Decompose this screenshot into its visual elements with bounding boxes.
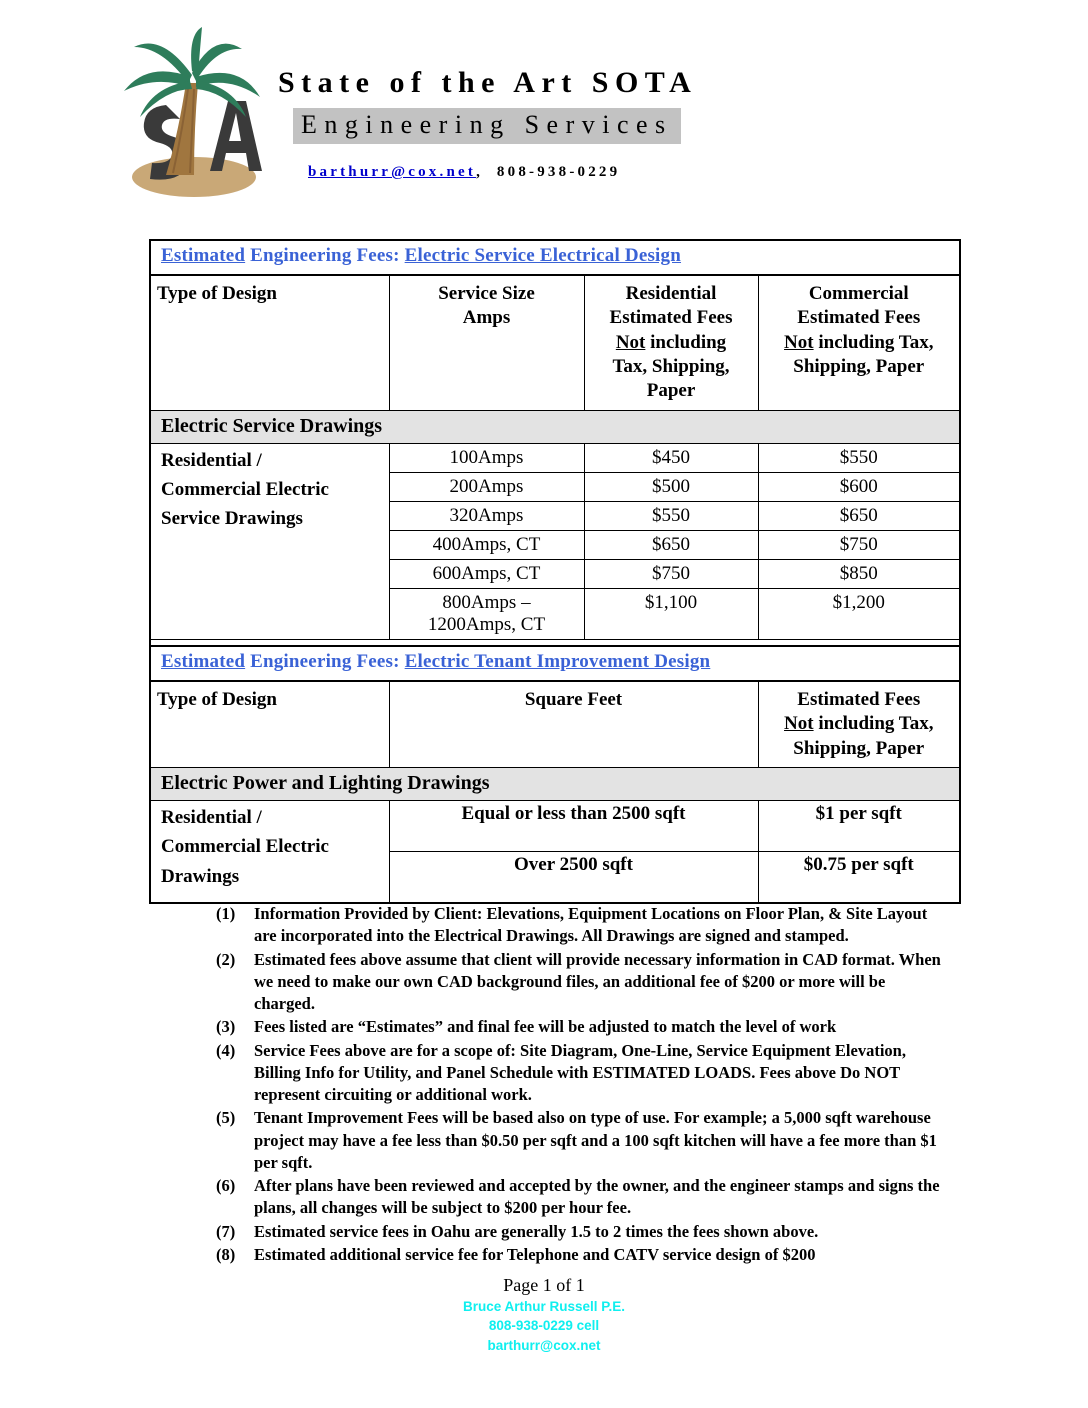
note-number: (1) — [216, 904, 236, 923]
tenant-improvement-title — [150, 646, 960, 681]
row-label-line3: Drawings — [161, 865, 240, 887]
header-service-size-line2: Amps — [462, 307, 511, 329]
row-label-residential-commercial-service — [150, 443, 389, 639]
list-item — [216, 1175, 944, 1220]
cell-service-size: 400Amps, CT — [389, 530, 584, 559]
header-estimated-fees-line1: Estimated Fees — [797, 689, 921, 710]
header-residential-fees — [584, 275, 758, 410]
header-commercial-line4: Shipping, Paper — [793, 355, 925, 377]
cell-commercial-fee: $650 — [758, 501, 960, 530]
table-title-row — [150, 240, 960, 275]
header-commercial-including: including Tax, — [813, 331, 934, 353]
cell-commercial-fee: $850 — [758, 559, 960, 588]
list-item — [216, 1244, 944, 1266]
cell-residential-fee: $450 — [584, 443, 758, 472]
cell-residential-fee: $750 — [584, 559, 758, 588]
header-commercial-line1: Commercial — [808, 283, 909, 304]
title-subject-words: Electric Service Electrical Design — [404, 245, 682, 266]
row-label-line1: Residential / — [161, 449, 262, 471]
note-text: Tenant Improvement Fees will be based also on type of use. For example; a 5,000 sqft warehouse project may have a fee less than $0.50 per sqft and a 100 sqft kitchen will have a fee more than $1 per sqft. — [254, 1108, 937, 1172]
footer-contact-name: Bruce Arthur Russell P.E. — [462, 1298, 626, 1314]
row-label-residential-commercial-drawings — [150, 800, 389, 903]
cell-residential-fee: $1,100 — [584, 588, 758, 639]
title-subject-words: Electric Tenant Improvement Design — [404, 651, 711, 672]
table-row — [150, 800, 960, 851]
title-estimated-word: Estimated — [161, 245, 246, 266]
header-phone: 808-938-0229 — [496, 164, 621, 180]
note-number: (7) — [216, 1221, 236, 1241]
row-label-line1: Residential / — [161, 806, 262, 828]
note-text: Fees listed are “Estimates” and final fee will be adjusted to match the level of work — [254, 1017, 837, 1037]
header-residential-line5: Paper — [646, 380, 696, 402]
cell-service-size — [389, 588, 584, 639]
header-residential-line4: Tax, Shipping, — [612, 355, 730, 377]
company-subtitle-wrap — [293, 108, 681, 144]
list-item — [216, 1016, 944, 1038]
cell-fee: $0.75 per sqft — [758, 851, 960, 903]
header-estimated-fees-line3: Shipping, Paper — [793, 737, 925, 759]
header-email-separator: , — [476, 164, 484, 180]
company-subtitle: Engineering Services — [293, 108, 681, 144]
header-commercial-line2: Estimated Fees — [797, 307, 921, 329]
note-text: Estimated additional service fee for Telephone and CATV service design of $200 — [254, 1244, 816, 1264]
document-footer — [0, 1274, 1088, 1355]
cell-service-size-line2: 1200Amps, CT — [427, 613, 546, 635]
footer-contact-email: barthurr@cox.net — [487, 1337, 601, 1353]
header-estimated-fees-not: Not — [784, 713, 814, 735]
row-label-line2: Commercial Electric — [161, 479, 329, 500]
notes-list — [216, 903, 944, 1267]
section-band-electric-service-drawings — [150, 410, 960, 443]
header-residential-not: Not — [615, 331, 646, 353]
note-text: Estimated fees above assume that client will provide necessary information in CAD format. When we need to make our own CAD background files, an additional fee of $200 or more will be charged. — [254, 949, 941, 1014]
row-label-line3: Service Drawings — [161, 508, 303, 530]
list-item — [216, 903, 944, 948]
cell-residential-fee: $550 — [584, 501, 758, 530]
note-number: (5) — [216, 1108, 236, 1128]
note-number: (6) — [216, 1176, 236, 1196]
header-type-of-design: Type of Design — [150, 275, 389, 410]
cell-square-feet: Over 2500 sqft — [389, 851, 758, 903]
note-text: Estimated service fees in Oahu are generally 1.5 to 2 times the fees shown above. — [254, 1221, 819, 1241]
cell-residential-fee: $650 — [584, 530, 758, 559]
cell-residential-fee: $500 — [584, 472, 758, 501]
tenant-improvement-fee-table — [149, 645, 961, 904]
header-contact-line — [308, 164, 620, 181]
list-item — [216, 949, 944, 1016]
cell-square-feet: Equal or less than 2500 sqft — [389, 800, 758, 851]
header-residential-line2: Estimated Fees — [609, 307, 733, 329]
company-name: State of the Art SOTA — [278, 66, 698, 99]
table-header-row — [150, 275, 960, 410]
electric-service-title — [150, 240, 960, 275]
section-band-power-lighting-drawings — [150, 767, 960, 800]
cell-service-size: 320Amps — [389, 501, 584, 530]
header-service-size-line1: Service Size — [438, 283, 535, 304]
list-item — [216, 1040, 944, 1107]
document-header — [0, 0, 1088, 205]
note-text: After plans have been reviewed and accepted by the owner, and the engineer stamps and signs the plans, all changes will be subject to $200 per hour fee. — [254, 1176, 940, 1218]
table-title-row — [150, 646, 960, 681]
list-item — [216, 1107, 944, 1174]
cell-commercial-fee: $750 — [758, 530, 960, 559]
list-item — [216, 1221, 944, 1243]
footer-contact-phone: 808-938-0229 cell — [488, 1318, 600, 1334]
title-estimated-word: Estimated — [161, 651, 246, 672]
note-number: (3) — [216, 1017, 236, 1037]
cell-service-size: 600Amps, CT — [389, 559, 584, 588]
header-commercial-fees — [758, 275, 960, 410]
row-label-line2: Commercial Electric — [161, 836, 329, 858]
note-text: Service Fees above are for a scope of: Site Diagram, One-Line, Service Equipment Elevation, Billing Info for Utility, and Panel Schedule with ESTIMATED LOADS. Fees above Do NOT represent circuiting or additional work. — [254, 1040, 906, 1105]
title-middle-words: Engineering Fees: — [245, 651, 405, 672]
note-number: (2) — [216, 949, 236, 969]
header-estimated-fees — [758, 681, 960, 767]
palm-tree-island-sa-logo-icon — [118, 25, 268, 197]
header-email-link[interactable]: barthurr@cox.net — [308, 164, 477, 180]
note-number: (8) — [216, 1244, 236, 1264]
header-residential-line1: Residential — [625, 283, 717, 304]
table-row — [150, 443, 960, 472]
note-number: (4) — [216, 1040, 236, 1060]
cell-commercial-fee: $1,200 — [758, 588, 960, 639]
electric-service-fee-table — [149, 239, 961, 672]
note-text: Information Provided by Client: Elevations, Equipment Locations on Floor Plan, & Site Layout are incorporated into the Electrical Drawings. All Drawings are signed and stamped. — [254, 904, 928, 946]
section-band-label: Electric Power and Lighting Drawings — [150, 767, 960, 800]
cell-service-size-line1: 800Amps – — [442, 591, 531, 613]
cell-fee: $1 per sqft — [758, 800, 960, 851]
section-band-label: Electric Service Drawings — [150, 410, 960, 443]
header-commercial-not: Not — [784, 331, 814, 353]
header-square-feet: Square Feet — [389, 681, 758, 767]
header-type-of-design: Type of Design — [150, 681, 389, 767]
cell-commercial-fee: $600 — [758, 472, 960, 501]
header-estimated-fees-including: including Tax, — [813, 713, 934, 735]
cell-commercial-fee: $550 — [758, 443, 960, 472]
cell-service-size: 200Amps — [389, 472, 584, 501]
header-residential-including: including — [645, 331, 727, 353]
header-service-size — [389, 275, 584, 410]
title-middle-words: Engineering Fees: — [245, 245, 405, 266]
table-header-row — [150, 681, 960, 767]
cell-service-size: 100Amps — [389, 443, 584, 472]
page-number: Page 1 of 1 — [503, 1275, 585, 1295]
